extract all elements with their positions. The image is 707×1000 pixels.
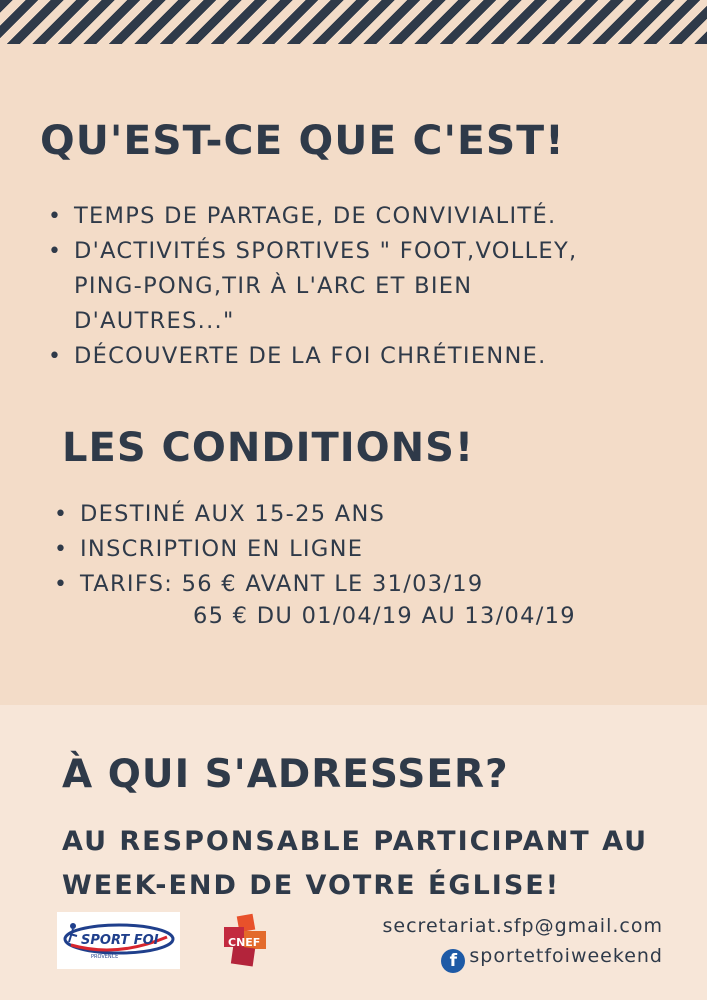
facebook-link[interactable] <box>383 943 663 973</box>
bullet-icon: • <box>54 572 69 597</box>
sport-foi-logo-subtext: PROVENCE <box>91 954 119 960</box>
striped-banner <box>0 0 707 44</box>
list-item-continuation: D'AUTRES..." <box>74 308 235 334</box>
email-link[interactable]: secretariat.sfp@gmail.com <box>382 915 663 937</box>
cnef-logo <box>218 913 274 969</box>
section-title-contact: À QUI S'ADRESSER? <box>62 752 509 797</box>
sport-foi-logo-text: SPORT FOI <box>81 933 159 948</box>
list-item: • D'ACTIVITÉS SPORTIVES " FOOT,VOLLEY, <box>48 234 577 269</box>
instruction-line-1: AU RESPONSABLE PARTICIPANT AU <box>62 826 649 857</box>
bullet-icon: • <box>54 537 69 562</box>
list-item-continuation: PING-PONG,TIR À L'ARC ET BIEN <box>74 273 473 299</box>
section-title-conditions: LES CONDITIONS! <box>62 425 475 471</box>
list-item: • TARIFS: 56 € AVANT LE 31/03/19 <box>54 567 483 602</box>
sport-foi-logo <box>57 912 180 969</box>
list-item: • DÉCOUVERTE DE LA FOI CHRÉTIENNE. <box>48 339 577 374</box>
bullet-icon: • <box>48 239 63 264</box>
cnef-logo-text: CNEF <box>228 936 261 949</box>
bullet-icon: • <box>48 344 63 369</box>
price-line-late: 65 € DU 01/04/19 AU 13/04/19 <box>193 603 576 629</box>
list-item: • TEMPS DE PARTAGE, DE CONVIVIALITÉ. <box>48 199 577 234</box>
conditions-list <box>54 497 483 602</box>
list-item: • INSCRIPTION EN LIGNE <box>54 532 483 567</box>
facebook-handle: sportetfoiweekend <box>469 945 663 967</box>
section-title-what: QU'EST-CE QUE C'EST! <box>40 118 565 164</box>
instruction-line-2: WEEK-END DE VOTRE ÉGLISE! <box>62 870 561 901</box>
list-item: • DESTINÉ AUX 15-25 ANS <box>54 497 483 532</box>
bullet-icon: • <box>48 204 63 229</box>
contact-instruction <box>62 820 648 908</box>
facebook-icon: f <box>441 949 465 973</box>
activities-list <box>48 199 577 374</box>
bullet-icon: • <box>54 502 69 527</box>
contact-block <box>383 913 663 973</box>
